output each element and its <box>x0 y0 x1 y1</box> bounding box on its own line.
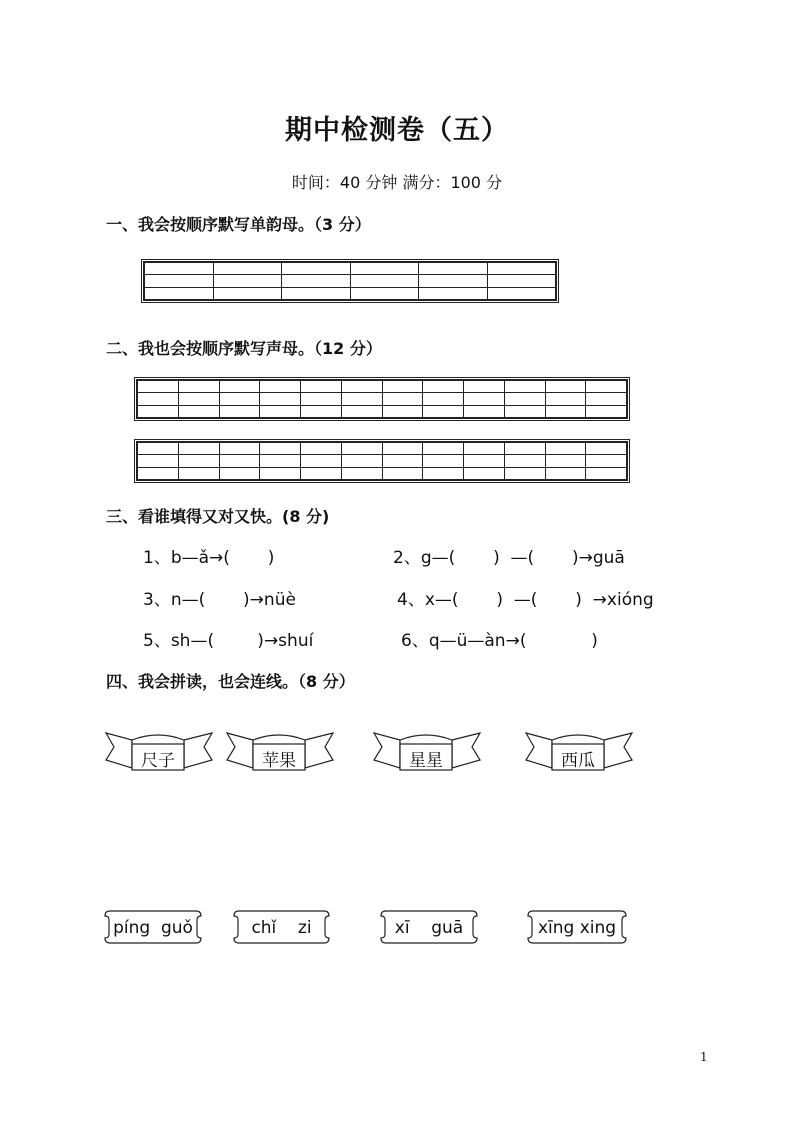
consonant-writing-grid-2[interactable] <box>134 439 630 483</box>
consonant-writing-grid-1[interactable] <box>134 377 630 421</box>
page-number: 1 <box>700 1050 708 1064</box>
word-label: 苹果 <box>262 751 296 771</box>
section-3-heading: 三、看谁填得又对又快。(8 分) <box>106 507 330 526</box>
pinyin-scroll-4[interactable] <box>527 910 627 944</box>
word-banner-1[interactable] <box>104 728 214 774</box>
pinyin-label: xīng xing <box>537 918 617 938</box>
pinyin-scroll-2[interactable] <box>233 910 330 944</box>
word-label: 西瓜 <box>561 751 595 771</box>
pinyin-label: chǐ zi <box>251 918 312 938</box>
section-2-heading: 二、我也会按顺序默写声母。（12 分） <box>106 339 382 358</box>
question-6[interactable]: 6、q—ü—àn→( ) <box>401 631 598 651</box>
question-3[interactable]: 3、n—( )→nüè <box>143 590 296 610</box>
word-banner-3[interactable] <box>372 728 482 774</box>
pinyin-scroll-1[interactable] <box>104 910 202 944</box>
exam-info: 时间：40 分钟 满分：100 分 <box>291 173 503 192</box>
word-label: 尺子 <box>141 751 175 771</box>
section-4-heading: 四、我会拼读，也会连线。（8 分） <box>106 672 355 691</box>
question-4[interactable]: 4、x—( ) —( ) →xióng <box>397 590 654 610</box>
vowel-writing-grid[interactable] <box>141 259 559 303</box>
pinyin-label: xī guā <box>394 918 464 938</box>
pinyin-scroll-3[interactable] <box>380 910 478 944</box>
pinyin-label: píng guǒ <box>113 918 193 938</box>
question-5[interactable]: 5、sh—( )→shuí <box>143 631 314 651</box>
word-banner-2[interactable] <box>225 728 335 774</box>
word-banner-4[interactable] <box>524 728 634 774</box>
section-1-heading: 一、我会按顺序默写单韵母。（3 分） <box>106 215 371 234</box>
page-title: 期中检测卷（五） <box>285 115 509 146</box>
word-label: 星星 <box>409 751 443 771</box>
question-1[interactable]: 1、b—ǎ→( ) <box>143 548 275 568</box>
question-2[interactable]: 2、g—( ) —( )→guā <box>393 548 625 568</box>
